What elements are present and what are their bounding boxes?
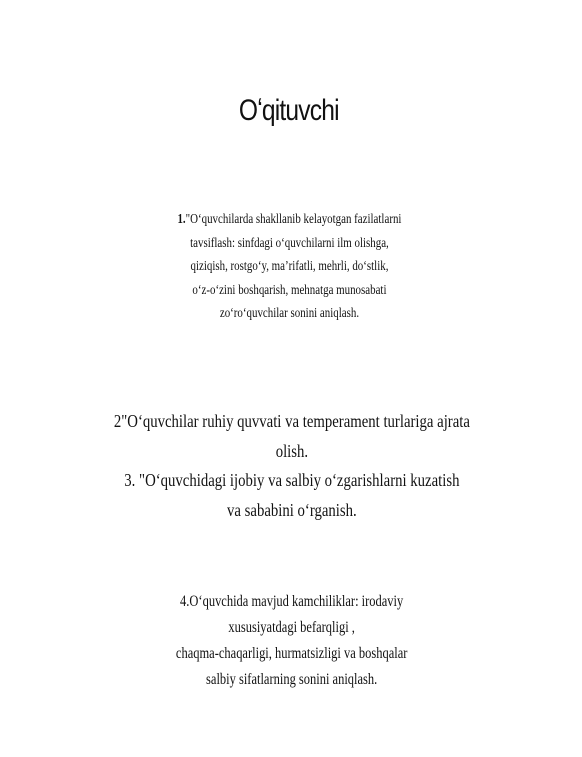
section-3-line-2: xususiyatdagi befarqligi , bbox=[228, 619, 355, 636]
section-1-number: 1. bbox=[177, 212, 186, 227]
section-1-line-2: tavsiflash: sinfdagi oʻquvchilarni ilm olishga, bbox=[190, 235, 389, 251]
section-2-line-2: olish. bbox=[275, 440, 309, 461]
section-1-line-1-text: "Oʻquvchilarda shakllanib kelayotgan fazilatlarni bbox=[185, 212, 402, 227]
section-3-line-4: salbiy sifatlarning sonini aniqlash. bbox=[206, 671, 378, 688]
section-1-line-1 bbox=[62, 208, 516, 232]
section-1-line-5: zoʻroʻquvchilar sonini aniqlash. bbox=[219, 306, 360, 321]
section-2-line-4: va sababini oʻrganish. bbox=[227, 499, 357, 520]
section-2 bbox=[53, 407, 530, 525]
page-title: Oʻqituvchi bbox=[238, 94, 339, 127]
section-3-line-1: 4.Oʻquvchida mavjud kamchiliklar: irodaviy bbox=[180, 593, 404, 610]
section-2-line-1: 2"Oʻquvchilar ruhiy quvvati va temperament turlariga ajrata bbox=[113, 411, 470, 431]
section-1-line-3: qiziqish, rostgoʻy, maʼrifatli, mehrli, doʻstlik, bbox=[190, 259, 389, 274]
section-3-line-3: chaqma-chaqarligi, hurmatsizligi va boshqalar bbox=[175, 645, 408, 662]
section-1 bbox=[62, 208, 516, 326]
section-2-line-3: 3. "Oʻquvchidagi ijobiy va salbiy oʻzgarishlarni kuzatish bbox=[124, 470, 460, 490]
section-1-line-4: oʻz-oʻzini boshqarish, mehnatga munosabati bbox=[192, 282, 387, 298]
section-3 bbox=[65, 589, 519, 693]
